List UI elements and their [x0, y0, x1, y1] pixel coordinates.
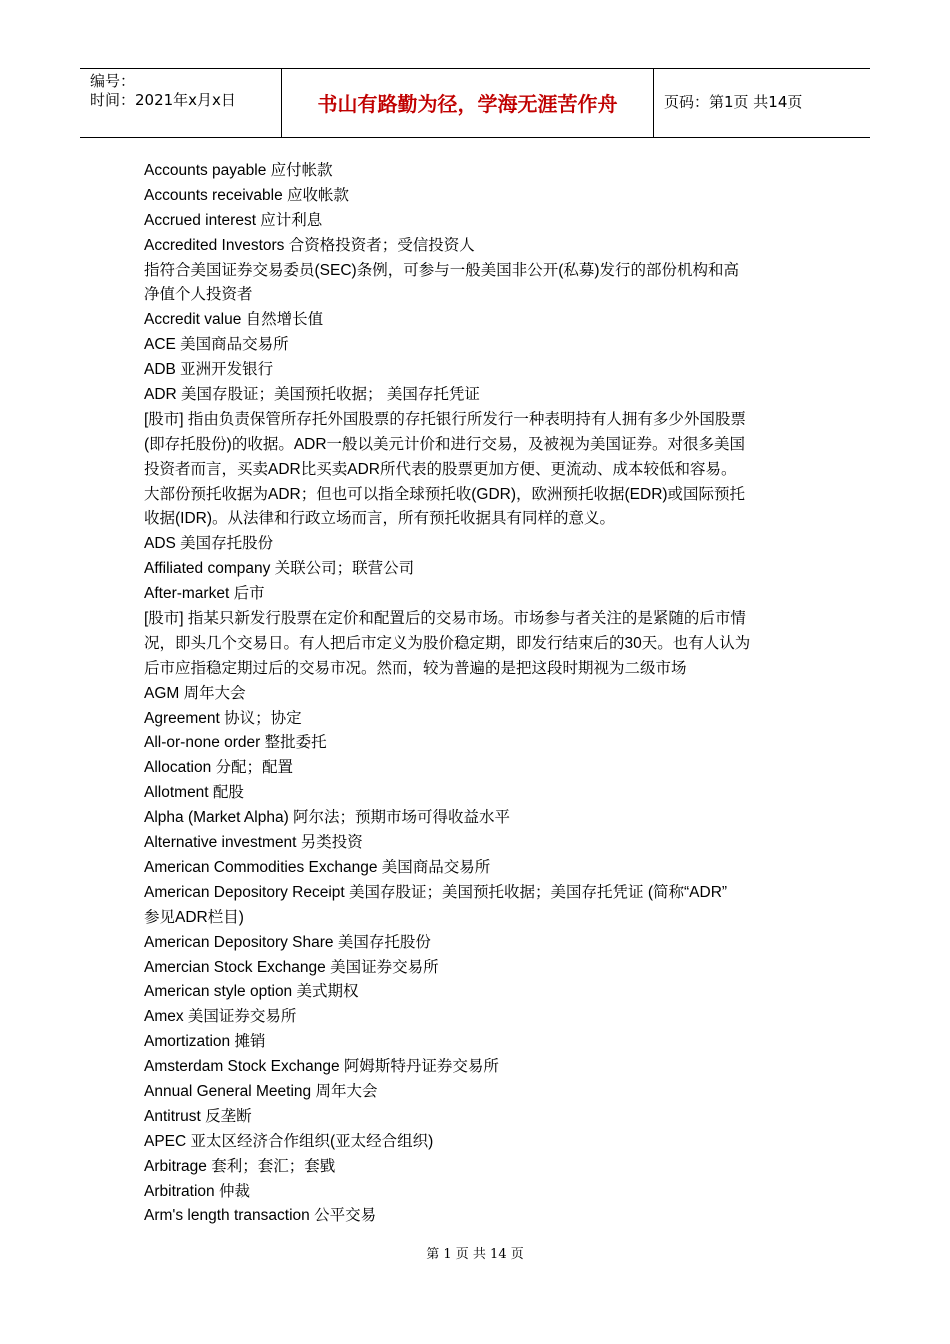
- header-page-cell: [654, 69, 870, 137]
- glossary-line: ADR 美国存股证；美国预托收据； 美国存托凭证: [144, 386, 480, 404]
- glossary-line: Affiliated company 关联公司；联营公司: [144, 560, 415, 578]
- glossary-line: Allotment 配股: [144, 784, 244, 802]
- glossary-line: American Depository Receipt 美国存股证；美国预托收据；美国存托凭证 (简称“ADR”: [144, 883, 728, 901]
- glossary-line: [股市] 指由负责保管所存托外国股票的存托银行所发行一种表明持有人拥有多少外国股票: [144, 410, 746, 428]
- glossary-line: Accounts payable 应付帐款: [144, 162, 333, 179]
- glossary-line: Accredited Investors 合资格投资者；受信投资人: [144, 236, 475, 254]
- glossary-line: 投资者而言，买卖ADR比买卖ADR所代表的股票更加方便、更流动、成本较低和容易。: [144, 460, 737, 478]
- glossary-line: [股市] 指某只新发行股票在定价和配置后的交易市场。市场参与者关注的是紧随的后市情: [144, 610, 746, 628]
- glossary-line: Arbitration 仲裁: [144, 1182, 250, 1200]
- glossary-body: [144, 159, 814, 1229]
- glossary-line: Antitrust 反垄断: [144, 1107, 252, 1125]
- glossary-line: All-or-none order 整批委托: [144, 734, 327, 752]
- glossary-line: Amsterdam Stock Exchange 阿姆斯特丹证券交易所: [144, 1058, 499, 1076]
- glossary-line: Arm's length transaction 公平交易: [144, 1207, 377, 1225]
- glossary-line: Accounts receivable 应收帐款: [144, 186, 350, 204]
- time-label: 时间：2021年x月x日: [90, 91, 236, 109]
- glossary-line: 参见ADR栏目): [144, 908, 244, 926]
- glossary-line: APEC 亚太区经济合作组织(亚太经合组织): [144, 1132, 434, 1150]
- number-label: 编号：: [90, 72, 136, 90]
- glossary-line: ADS 美国存托股份: [144, 535, 274, 553]
- glossary-line: 指符合美国证券交易委员(SEC)条例，可参与一般美国非公开(私募)发行的部份机构和高: [144, 261, 740, 279]
- glossary-line: Accredit value 自然增长值: [144, 311, 324, 329]
- glossary-line: 况，即头几个交易日。有人把后市定义为股价稳定期，即发行结束后的30天。也有人认为: [144, 634, 751, 652]
- glossary-line: Annual General Meeting 周年大会: [144, 1082, 378, 1100]
- glossary-line: 大部份预托收据为ADR；但也可以指全球预托收(GDR)，欧洲预托收据(EDR)或国际预托: [144, 485, 746, 503]
- page-footer: 第 1 页 共 14 页: [426, 1247, 524, 1262]
- motto: 书山有路勤为径，学海无涯苦作舟: [317, 92, 618, 116]
- glossary-line: ADB 亚洲开发银行: [144, 361, 274, 379]
- glossary-line: Allocation 分配；配置: [144, 759, 294, 777]
- glossary-line: Amex 美国证券交易所: [144, 1008, 297, 1026]
- glossary-line: American Depository Share 美国存托股份: [144, 933, 431, 951]
- glossary-line: American style option 美式期权: [144, 983, 359, 1001]
- glossary-line: Alternative investment 另类投资: [144, 834, 363, 852]
- header-info-cell: [80, 69, 282, 137]
- glossary-line: (即存托股份)的收据。ADR一般以美元计价和进行交易，及被视为美国证券。对很多美国: [144, 435, 746, 453]
- glossary-line: 收据(IDR)。从法律和行政立场而言，所有预托收据具有同样的意义。: [144, 510, 616, 528]
- glossary-line: Alpha (Market Alpha) 阿尔法；预期市场可得收益水平: [144, 809, 511, 827]
- glossary-line: 净值个人投资者: [144, 286, 253, 304]
- glossary-line: ACE 美国商品交易所: [144, 336, 289, 354]
- glossary-line: Agreement 协议；协定: [144, 709, 302, 727]
- glossary-line: Accrued interest 应计利息: [144, 211, 323, 229]
- page-info: 页码：第1页 共14页: [664, 93, 803, 111]
- glossary-line: Arbitrage 套利；套汇；套戥: [144, 1157, 336, 1175]
- glossary-line: 后市应指稳定期过后的交易市况。然而，较为普遍的是把这段时期视为二级市场: [144, 659, 687, 677]
- glossary-line: After-market 后市: [144, 585, 265, 603]
- glossary-line: Amortization 摊销: [144, 1033, 266, 1051]
- glossary-line: American Commodities Exchange 美国商品交易所: [144, 858, 491, 876]
- glossary-line: Amercian Stock Exchange 美国证券交易所: [144, 958, 439, 976]
- page-header: [80, 68, 870, 138]
- glossary-line: AGM 周年大会: [144, 684, 246, 702]
- header-motto-cell: [282, 69, 654, 137]
